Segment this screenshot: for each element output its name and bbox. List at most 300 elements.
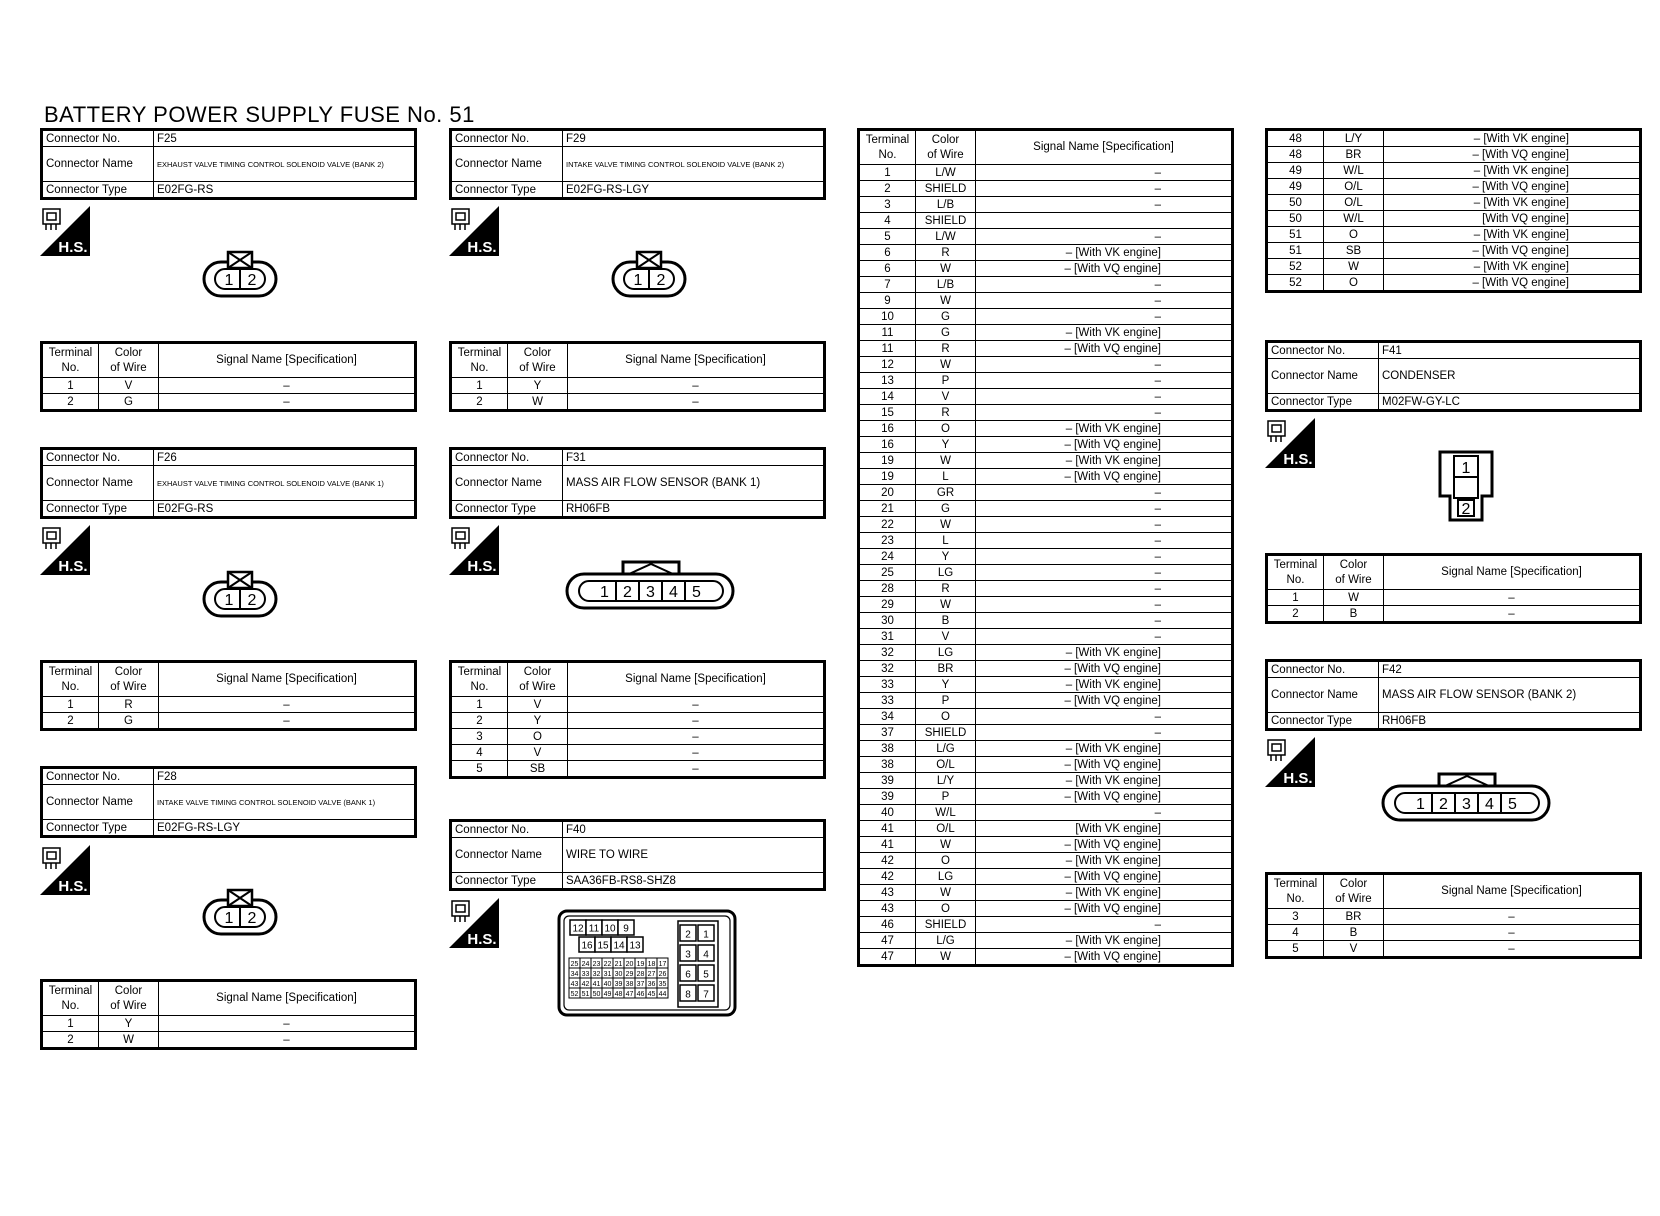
wire-color: W xyxy=(99,1032,159,1049)
terminal-no: 16 xyxy=(859,421,916,437)
signal-name: – [With VQ engine] xyxy=(976,757,1233,773)
wire-color: O xyxy=(508,729,568,745)
signal-name: – xyxy=(976,229,1233,245)
table-row xyxy=(859,389,1233,405)
header-terminal-no: Terminal No. xyxy=(42,981,99,1016)
wire-color: SHIELD xyxy=(916,917,976,933)
pin-number: 27 xyxy=(647,971,656,978)
pin-number: 34 xyxy=(570,971,579,978)
table-row xyxy=(42,1032,416,1049)
wire-color: L/W xyxy=(916,165,976,181)
table-row xyxy=(42,378,416,394)
label: Connector No. xyxy=(42,449,154,466)
label: Connector No. xyxy=(451,130,563,147)
signal-name: – xyxy=(976,181,1233,197)
header-terminal-no: Terminal No. xyxy=(451,343,508,378)
hs-label: H.S. xyxy=(1283,770,1313,787)
pin-number: 41 xyxy=(592,981,601,988)
terminal-no: 52 xyxy=(1267,259,1324,275)
wire-color: L/G xyxy=(916,741,976,757)
signal-name: – xyxy=(159,1032,416,1049)
signal-name: – xyxy=(976,709,1233,725)
label: Connector Name xyxy=(451,466,563,501)
header-terminal-no: Terminal No. xyxy=(1267,874,1324,909)
terminal-no: 4 xyxy=(451,745,508,761)
signal-name: – [With VK engine] xyxy=(976,773,1233,789)
pin-number: 40 xyxy=(603,981,612,988)
header-wire-color: Color of Wire xyxy=(99,343,159,378)
wire-color: W xyxy=(916,517,976,533)
wire-color: O xyxy=(1324,227,1384,243)
signal-name: – [With VK engine] xyxy=(1384,259,1641,275)
signal-name: – xyxy=(976,725,1233,741)
terminal-table-f28 xyxy=(40,979,417,1050)
pin-number: 31 xyxy=(603,971,612,978)
table-row xyxy=(859,693,1233,709)
connector-diagram-f29 xyxy=(611,250,687,298)
header-signal-name: Signal Name [Specification] xyxy=(159,662,416,697)
terminal-table-f42 xyxy=(1265,872,1642,959)
label: Connector Type xyxy=(1267,394,1379,411)
pin-number: 2 xyxy=(1461,501,1471,518)
wire-color: GR xyxy=(916,485,976,501)
wire-color: O/L xyxy=(916,821,976,837)
table-row xyxy=(1267,227,1641,243)
signal-name: – xyxy=(976,581,1233,597)
terminal-no: 49 xyxy=(1267,163,1324,179)
wire-color: R xyxy=(916,581,976,597)
wire-color: V xyxy=(99,378,159,394)
connector-info-f25 xyxy=(40,128,417,200)
wire-color: L/B xyxy=(916,277,976,293)
pin-number: 1 xyxy=(224,272,234,289)
pin-number: 32 xyxy=(592,971,601,978)
signal-name: – [With VK engine] xyxy=(976,677,1233,693)
label: Connector No. xyxy=(1267,342,1379,359)
wire-color: W xyxy=(1324,259,1384,275)
table-row xyxy=(859,645,1233,661)
label: Connector Type xyxy=(451,873,563,890)
connector-type: RH06FB xyxy=(563,501,825,518)
table-row xyxy=(1267,590,1641,606)
label: Connector Name xyxy=(42,466,154,501)
pin-number: 18 xyxy=(647,961,656,968)
connector-name: CONDENSER xyxy=(1379,359,1641,394)
signal-name: – xyxy=(568,378,825,394)
terminal-no: 1 xyxy=(451,378,508,394)
signal-name: – xyxy=(976,485,1233,501)
terminal-no: 12 xyxy=(859,357,916,373)
pin-number: 49 xyxy=(603,991,612,998)
table-row xyxy=(859,837,1233,853)
wire-color: SHIELD xyxy=(916,213,976,229)
hs-icon xyxy=(1265,418,1315,468)
table-row xyxy=(859,165,1233,181)
pin-number: 45 xyxy=(647,991,656,998)
label: Connector No. xyxy=(42,768,154,785)
wire-color: G xyxy=(916,309,976,325)
wire-color: SB xyxy=(508,761,568,778)
table-row xyxy=(859,373,1233,389)
signal-name: – xyxy=(568,394,825,411)
signal-name: – [With VQ engine] xyxy=(976,261,1233,277)
wire-color: Y xyxy=(916,549,976,565)
terminal-no: 50 xyxy=(1267,211,1324,227)
pin-number: 5 xyxy=(692,584,701,601)
wire-color: O xyxy=(1324,275,1384,292)
table-row xyxy=(859,437,1233,453)
hs-label: H.S. xyxy=(1283,451,1313,468)
terminal-no: 2 xyxy=(1267,606,1324,623)
table-row xyxy=(1267,925,1641,941)
pin-number: 44 xyxy=(658,991,667,998)
table-row xyxy=(1267,211,1641,227)
wire-color: V xyxy=(916,389,976,405)
header-wire-color: Color of Wire xyxy=(508,662,568,697)
pin-number: 5 xyxy=(703,969,709,981)
header-wire-color: Color of Wire xyxy=(916,130,976,165)
signal-name: – xyxy=(159,378,416,394)
terminal-no: 30 xyxy=(859,613,916,629)
header-terminal-no: Terminal No. xyxy=(42,343,99,378)
pin-number: 1 xyxy=(1461,460,1471,477)
pin-number: 50 xyxy=(592,991,601,998)
wire-color: V xyxy=(508,745,568,761)
terminal-no: 1 xyxy=(42,697,99,713)
terminal-no: 2 xyxy=(859,181,916,197)
signal-name: – xyxy=(976,917,1233,933)
terminal-no: 42 xyxy=(859,853,916,869)
terminal-no: 52 xyxy=(1267,275,1324,292)
wire-color: L/B xyxy=(916,197,976,213)
terminal-no: 9 xyxy=(859,293,916,309)
terminal-no: 39 xyxy=(859,789,916,805)
wire-color: BR xyxy=(916,661,976,677)
table-row xyxy=(859,549,1233,565)
table-row xyxy=(859,725,1233,741)
signal-name: – [With VK engine] xyxy=(1384,163,1641,179)
table-row xyxy=(859,341,1233,357)
terminal-no: 1 xyxy=(42,1016,99,1032)
signal-name: – [With VK engine] xyxy=(1384,130,1641,147)
connector-type: RH06FB xyxy=(1379,713,1641,730)
pin-number: 48 xyxy=(614,991,623,998)
signal-name: – xyxy=(1384,909,1641,925)
wire-color: G xyxy=(99,394,159,411)
table-row xyxy=(859,629,1233,645)
pin-number: 5 xyxy=(1508,796,1517,813)
signal-name: – xyxy=(976,197,1233,213)
terminal-no: 19 xyxy=(859,469,916,485)
terminal-no: 2 xyxy=(42,1032,99,1049)
hs-icon xyxy=(40,845,90,895)
signal-name: – xyxy=(1384,590,1641,606)
terminal-no: 1 xyxy=(42,378,99,394)
pin-number: 30 xyxy=(614,971,623,978)
signal-name: – [With VQ engine] xyxy=(976,469,1233,485)
hs-icon xyxy=(40,206,90,256)
signal-name: [With VQ engine] xyxy=(1384,211,1641,227)
table-row xyxy=(1267,147,1641,163)
signal-name: – xyxy=(976,597,1233,613)
signal-name: – xyxy=(1384,941,1641,958)
signal-name: – [With VQ engine] xyxy=(976,437,1233,453)
page-title: BATTERY POWER SUPPLY FUSE No. 51 xyxy=(44,102,475,127)
signal-name: – xyxy=(159,697,416,713)
connector-name: MASS AIR FLOW SENSOR (BANK 1) xyxy=(563,466,825,501)
terminal-no: 32 xyxy=(859,661,916,677)
signal-name: – [With VQ engine] xyxy=(976,693,1233,709)
wire-color: Y xyxy=(99,1016,159,1032)
connector-name: MASS AIR FLOW SENSOR (BANK 2) xyxy=(1379,678,1641,713)
terminal-table-f29 xyxy=(449,341,826,412)
pin-number: 9 xyxy=(623,923,629,935)
connector-no: F29 xyxy=(563,130,825,147)
label: Connector Type xyxy=(42,820,154,837)
connector-info-f28 xyxy=(40,766,417,838)
connector-diagram-f26 xyxy=(202,570,278,618)
pin-number: 42 xyxy=(581,981,590,988)
signal-name: – xyxy=(976,357,1233,373)
signal-name: – [With VK engine] xyxy=(976,885,1233,901)
table-row xyxy=(859,501,1233,517)
pin-number: 1 xyxy=(224,910,234,927)
connector-no: F42 xyxy=(1379,661,1641,678)
connector-diagram-f28 xyxy=(202,888,278,936)
terminal-table-f26 xyxy=(40,660,417,731)
table-row xyxy=(859,469,1233,485)
signal-name xyxy=(976,213,1233,229)
hs-icon xyxy=(449,898,499,948)
pin-number: 14 xyxy=(613,940,625,952)
signal-name: – [With VQ engine] xyxy=(976,661,1233,677)
header-wire-color: Color of Wire xyxy=(99,981,159,1016)
table-row xyxy=(42,713,416,730)
table-row xyxy=(859,197,1233,213)
pin-number: 1 xyxy=(600,584,609,601)
signal-name: – xyxy=(976,165,1233,181)
connector-name: EXHAUST VALVE TIMING CONTROL SOLENOID VALVE (BANK 1) xyxy=(154,466,416,501)
wire-color: L/G xyxy=(916,933,976,949)
connector-type: SAA36FB-RS8-SHZ8 xyxy=(563,873,825,890)
connector-diagram-f31 xyxy=(565,560,735,622)
terminal-no: 34 xyxy=(859,709,916,725)
connector-name: EXHAUST VALVE TIMING CONTROL SOLENOID VALVE (BANK 2) xyxy=(154,147,416,182)
table-row xyxy=(1267,163,1641,179)
terminal-no: 51 xyxy=(1267,227,1324,243)
terminal-no: 42 xyxy=(859,869,916,885)
wire-color: O/L xyxy=(916,757,976,773)
connector-diagram-f41 xyxy=(1438,448,1494,522)
terminal-table-f40-part2 xyxy=(1265,128,1642,293)
header-wire-color: Color of Wire xyxy=(1324,874,1384,909)
signal-name: – [With VK engine] xyxy=(976,325,1233,341)
signal-name: – [With VK engine] xyxy=(976,453,1233,469)
table-row xyxy=(859,869,1233,885)
pin-number: 3 xyxy=(646,584,655,601)
signal-name: – xyxy=(1384,925,1641,941)
pin-number: 28 xyxy=(636,971,645,978)
wire-color: W xyxy=(916,597,976,613)
signal-name: – xyxy=(976,549,1233,565)
wire-color: G xyxy=(916,501,976,517)
pin-number: 11 xyxy=(588,923,600,935)
terminal-no: 32 xyxy=(859,645,916,661)
label: Connector Type xyxy=(42,182,154,199)
terminal-no: 25 xyxy=(859,565,916,581)
terminal-no: 29 xyxy=(859,597,916,613)
terminal-no: 33 xyxy=(859,693,916,709)
table-row xyxy=(859,277,1233,293)
pin-number: 51 xyxy=(581,991,590,998)
header-signal-name: Signal Name [Specification] xyxy=(976,130,1233,165)
terminal-no: 1 xyxy=(859,165,916,181)
pin-number: 4 xyxy=(703,949,709,961)
pin-number: 2 xyxy=(247,272,257,289)
terminal-no: 10 xyxy=(859,309,916,325)
wire-color: O/L xyxy=(1324,195,1384,211)
pin-number: 2 xyxy=(247,592,257,609)
wire-color: V xyxy=(1324,941,1384,958)
terminal-no: 39 xyxy=(859,773,916,789)
pin-number: 12 xyxy=(572,923,584,935)
connector-info-f31 xyxy=(449,447,826,519)
hs-icon xyxy=(449,206,499,256)
signal-name: – xyxy=(1384,606,1641,623)
signal-name: – xyxy=(159,713,416,730)
terminal-no: 49 xyxy=(1267,179,1324,195)
pin-number: 23 xyxy=(592,961,601,968)
table-row xyxy=(859,773,1233,789)
wire-color: B xyxy=(1324,606,1384,623)
connector-type: E02FG-RS xyxy=(154,182,416,199)
signal-name: – xyxy=(976,613,1233,629)
terminal-no: 41 xyxy=(859,821,916,837)
pin-number: 1 xyxy=(633,272,643,289)
terminal-no: 48 xyxy=(1267,147,1324,163)
pin-number: 33 xyxy=(581,971,590,978)
signal-name: – xyxy=(568,745,825,761)
pin-number: 10 xyxy=(604,923,616,935)
wire-color: O/L xyxy=(1324,179,1384,195)
signal-name: – xyxy=(976,501,1233,517)
table-row xyxy=(1267,275,1641,292)
terminal-table-f31 xyxy=(449,660,826,779)
pin-number: 2 xyxy=(656,272,666,289)
signal-name: – [With VK engine] xyxy=(976,245,1233,261)
signal-name: – xyxy=(976,629,1233,645)
terminal-no: 7 xyxy=(859,277,916,293)
connector-name: WIRE TO WIRE xyxy=(563,838,825,873)
wire-color: W xyxy=(508,394,568,411)
signal-name: – [With VK engine] xyxy=(976,421,1233,437)
table-row xyxy=(859,677,1233,693)
terminal-no: 48 xyxy=(1267,130,1324,147)
table-row xyxy=(859,581,1233,597)
terminal-no: 19 xyxy=(859,453,916,469)
terminal-no: 20 xyxy=(859,485,916,501)
pin-number: 20 xyxy=(625,961,634,968)
wire-color: W xyxy=(916,885,976,901)
signal-name: – xyxy=(976,277,1233,293)
table-row xyxy=(859,949,1233,966)
hs-label: H.S. xyxy=(467,931,497,948)
wire-color: SHIELD xyxy=(916,181,976,197)
table-row xyxy=(859,181,1233,197)
header-terminal-no: Terminal No. xyxy=(1267,555,1324,590)
terminal-no: 28 xyxy=(859,581,916,597)
wire-color: L xyxy=(916,533,976,549)
terminal-no: 47 xyxy=(859,933,916,949)
label: Connector Name xyxy=(451,147,563,182)
connector-type: E02FG-RS xyxy=(154,501,416,518)
terminal-no: 46 xyxy=(859,917,916,933)
signal-name: – [With VK engine] xyxy=(976,645,1233,661)
terminal-no: 2 xyxy=(451,713,508,729)
wire-color: Y xyxy=(916,437,976,453)
table-row xyxy=(859,293,1233,309)
wire-color: W xyxy=(916,261,976,277)
table-row xyxy=(859,565,1233,581)
wire-color: SHIELD xyxy=(916,725,976,741)
terminal-no: 5 xyxy=(859,229,916,245)
label: Connector Name xyxy=(451,838,563,873)
hs-icon xyxy=(449,525,499,575)
pin-number: 22 xyxy=(603,961,612,968)
connector-no: F31 xyxy=(563,449,825,466)
table-row xyxy=(859,661,1233,677)
label: Connector No. xyxy=(42,130,154,147)
table-row xyxy=(859,485,1233,501)
hs-label: H.S. xyxy=(467,558,497,575)
terminal-no: 38 xyxy=(859,741,916,757)
terminal-no: 1 xyxy=(1267,590,1324,606)
signal-name: – [With VQ engine] xyxy=(976,901,1233,917)
table-row xyxy=(859,533,1233,549)
terminal-no: 6 xyxy=(859,245,916,261)
pin-number: 2 xyxy=(247,910,257,927)
wire-color: O xyxy=(916,901,976,917)
pin-number: 2 xyxy=(623,584,632,601)
table-row xyxy=(859,741,1233,757)
wire-color: L xyxy=(916,469,976,485)
signal-name: [With VK engine] xyxy=(976,821,1233,837)
pin-number: 35 xyxy=(658,981,667,988)
table-row xyxy=(859,885,1233,901)
connector-info-f41 xyxy=(1265,340,1642,412)
wire-color: B xyxy=(916,613,976,629)
table-row xyxy=(859,453,1233,469)
wire-color: LG xyxy=(916,565,976,581)
terminal-no: 47 xyxy=(859,949,916,966)
table-row xyxy=(859,325,1233,341)
connector-info-f42 xyxy=(1265,659,1642,731)
wire-color: V xyxy=(508,697,568,713)
pin-number: 1 xyxy=(703,929,709,941)
table-row xyxy=(42,394,416,411)
header-signal-name: Signal Name [Specification] xyxy=(1384,874,1641,909)
connector-type: E02FG-RS-LGY xyxy=(154,820,416,837)
signal-name: – xyxy=(976,565,1233,581)
label: Connector No. xyxy=(451,821,563,838)
terminal-no: 11 xyxy=(859,341,916,357)
table-row xyxy=(451,378,825,394)
pin-number: 46 xyxy=(636,991,645,998)
signal-name: – xyxy=(976,805,1233,821)
signal-name: – xyxy=(159,394,416,411)
wire-color: W xyxy=(1324,590,1384,606)
wire-color: G xyxy=(99,713,159,730)
